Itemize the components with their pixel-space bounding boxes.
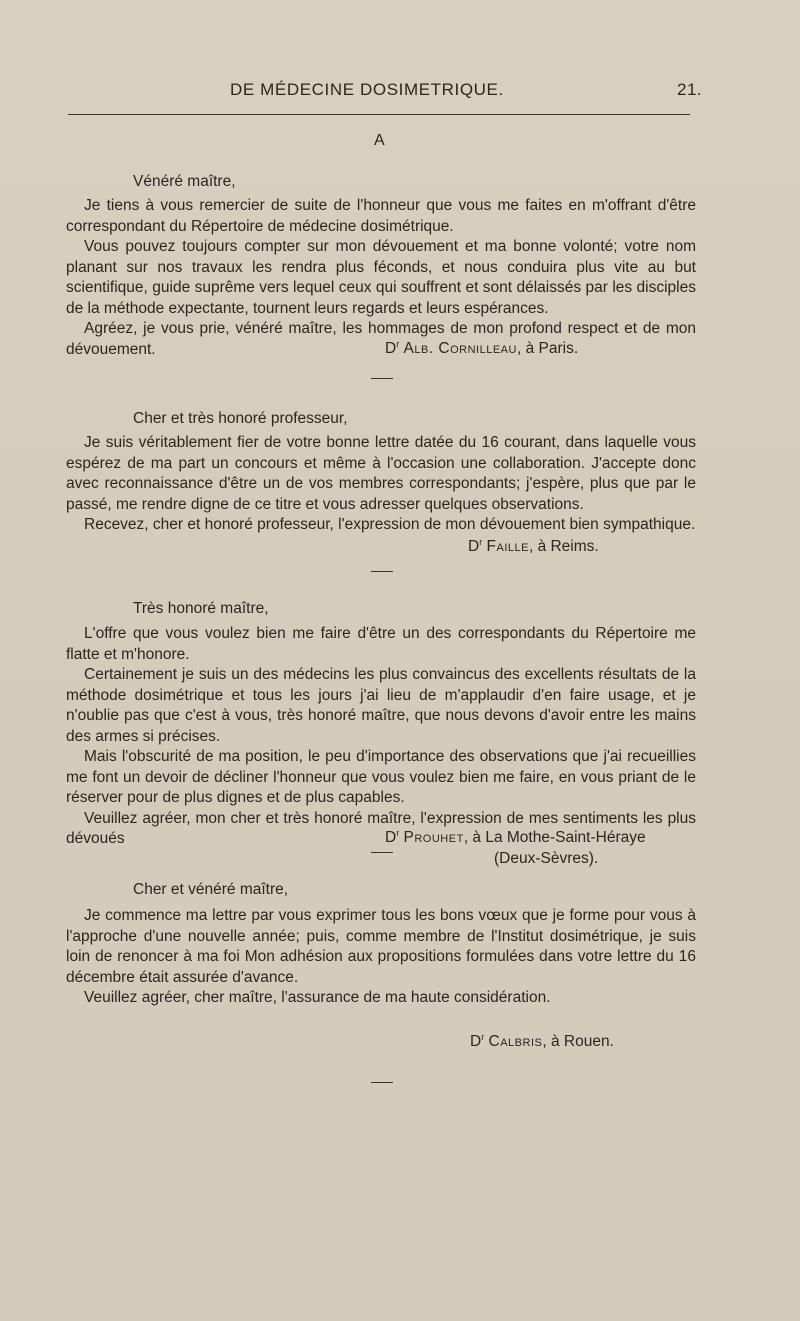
letter-3-paragraph: L'offre que vous voulez bien me faire d'être un des correspondants du Répertoire me flatte et m'honore. — [66, 625, 696, 663]
letter-3-paragraph: Mais l'obscurité de ma position, le peu d'importance des observations que j'ai recueillies me font un devoir de décliner l'honneur que vous voulez bien me faire, en vous priant de le réserver pour de plus dignes et de plus capables. — [66, 748, 696, 806]
letter-1-paragraph: Vous pouvez toujours compter sur mon dévouement et ma bonne volonté; votre nom planant sur nos travaux les rendra plus féconds, et nous conduira plus vite au but scientifique, guide suprême vers lequel ceux qui souffrent et sont délaissés par les disciples de la méthode expectante, tournent leurs regards et leurs espérances. — [66, 238, 696, 317]
letter-3-signature — [385, 828, 646, 847]
header-rule — [68, 114, 690, 115]
page-number: 21. — [677, 80, 703, 99]
letter-2-paragraph: Recevez, cher et honoré professeur, l'expression de mon dévouement bien sympathique. — [84, 516, 696, 533]
letter-2-paragraph: Je suis véritablement fier de votre bonne lettre datée du 16 courant, dans laquelle vous espérez de ma part un concours et même à l'occasion une collaboration. J'accepte donc avec reconnaissance d'être un de vos membres correspondants; j'espère, plus que par le passé, me rendre digne de ce titre et vous adresser quelques observations. — [66, 434, 696, 513]
letter-4-paragraph: Je commence ma lettre par vous exprimer tous les bons vœux que je forme pour vous à l'approche d'une nouvelle année; puis, comme membre de l'Institut dosimétrique, je suis loin de renoncer à ma foi Mon adhésion aux propositions formulées dans votre lettre du 16 décembre était assurée d'avance. — [66, 907, 696, 986]
signature-title: D — [468, 538, 480, 556]
letter-separator — [371, 852, 393, 853]
letter-3-salutation: Très honoré maître, — [133, 600, 269, 617]
letter-4-salutation: Cher et vénéré maître, — [133, 881, 289, 898]
signature-name: Alb. Cornilleau — [403, 340, 517, 358]
letter-2-body — [66, 433, 696, 536]
signature-name: Calbris — [488, 1033, 543, 1051]
letter-1-body — [66, 196, 696, 360]
signature-title-sup: r — [481, 1032, 485, 1042]
signature-name: Faille — [486, 538, 529, 556]
signature-title: D — [470, 1033, 482, 1051]
signature-title: D — [385, 340, 397, 358]
letter-separator — [371, 1082, 393, 1083]
signature-title-sup: r — [479, 537, 483, 547]
letter-4-paragraph: Veuillez agréer, cher maître, l'assurance de ma haute considération. — [84, 989, 551, 1006]
signature-place: , à La Mothe-Saint-Héraye — [463, 829, 646, 847]
section-letter: A — [374, 132, 385, 149]
signature-name: Prouhet — [403, 829, 464, 847]
letter-3-paragraph: Certainement je suis un des médecins les plus convaincus des excellents résultats de la méthode dosimétrique et tous les jours j'ai lieu de m'applaudir d'en faire usage, et je n'oublie pas que c'est à vous, très honoré maître, que nous devons d'avoir entre les mains des armes si précises. — [66, 666, 696, 745]
letter-2-salutation: Cher et très honoré professeur, — [133, 410, 348, 427]
letter-separator — [371, 571, 393, 572]
signature-place: , à Reims. — [528, 538, 599, 556]
letter-2-signature — [468, 537, 599, 556]
signature-title: D — [385, 829, 397, 847]
signature-title-sup: r — [396, 828, 400, 838]
signature-title-sup: r — [396, 339, 400, 349]
letter-3-paragraph: Veuillez agréer, mon cher et très honoré maître, l'expression de mes sentiments les plus dévoués — [66, 809, 696, 847]
letter-1-signature — [385, 339, 578, 358]
letter-1-salutation: Vénéré maître, — [133, 173, 236, 190]
letter-3-signature-place-line2: (Deux-Sèvres). — [494, 850, 599, 867]
letter-1-paragraph: Je tiens à vous remercier de suite de l'honneur que vous me faites en m'offrant d'être correspondant du Répertoire de médecine dosimétrique. — [66, 197, 696, 235]
letter-4-body — [66, 906, 696, 1009]
letter-4-signature — [470, 1032, 614, 1051]
letter-3-body — [66, 624, 696, 850]
signature-place: , à Paris. — [516, 340, 579, 358]
running-title: DE MÉDECINE DOSIMETRIQUE. — [230, 80, 504, 99]
signature-place: , à Rouen. — [542, 1033, 614, 1051]
letter-1-paragraph: Agréez, je vous prie, vénéré maître, les hommages de mon profond respect et de mon dévouement. — [66, 320, 696, 358]
letter-separator — [371, 378, 393, 379]
